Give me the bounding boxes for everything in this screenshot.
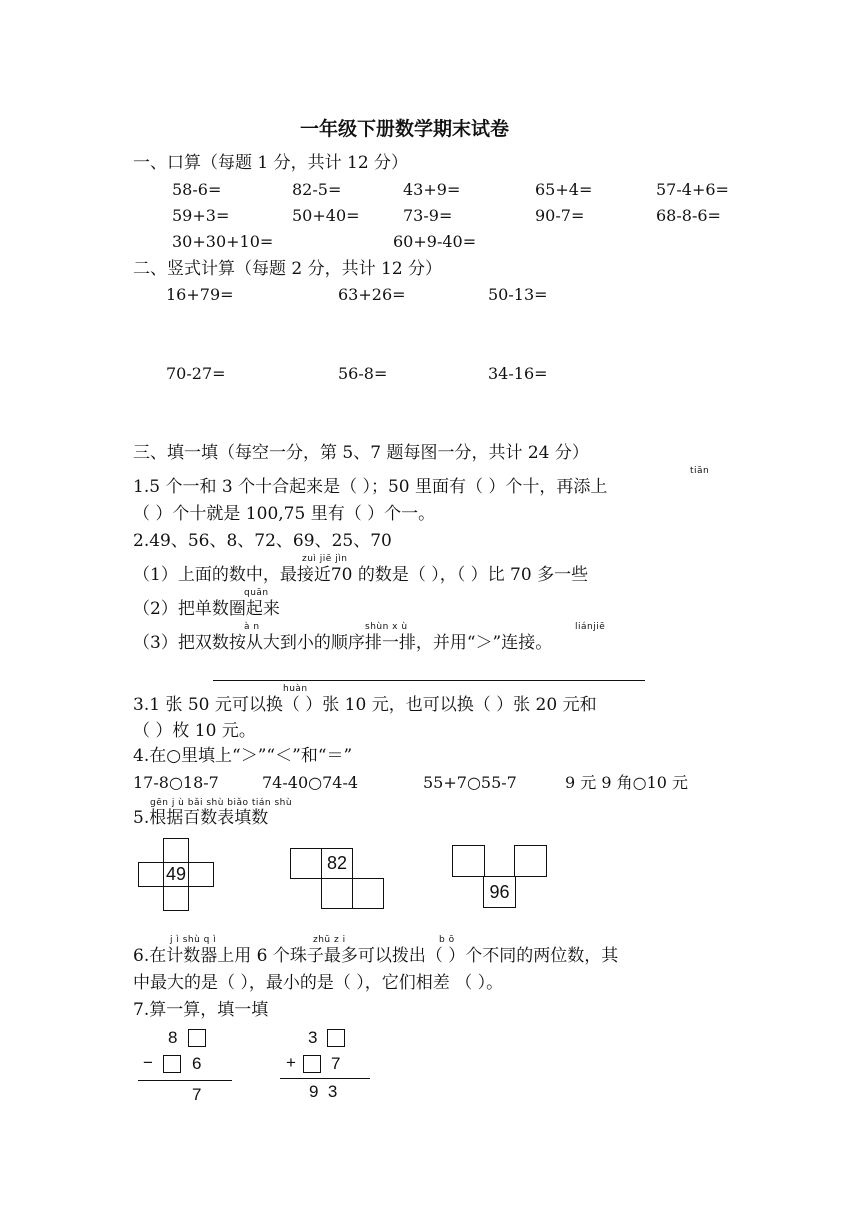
pinyin-annotation: b ō [439,935,455,945]
empty-cell[interactable] [321,878,353,909]
empty-cell[interactable] [514,845,547,877]
question-3-line-2: （ ）枚 10 元。 [133,721,256,741]
oral-calc-item: 73-9= [403,206,453,225]
oral-calc-item: 58-6= [172,180,222,199]
oral-calc-item: 50+40= [292,206,360,225]
section-2-heading: 二、竖式计算（每题 2 分，共计 12 分） [133,259,443,279]
empty-cell[interactable] [138,862,164,887]
question-1-line-2: （ ）个十就是 100,75 里有（ ）个一。 [133,504,436,524]
given-number-cell: 96 [483,876,516,908]
question-2-sub-1: （1）上面的数中，最接近70 的数是（ ），（ ）比 70 多一些 [133,565,589,585]
given-number-cell: 82 [321,848,353,879]
oral-calc-item: 68-8-6= [656,206,721,225]
minus-sign: − [143,1053,153,1072]
result-digits: 9 3 [309,1082,338,1101]
vertical-calc-item: 34-16= [488,364,548,383]
compare-item: 17-8○18-7 [133,773,219,792]
pinyin-annotation: gēn j ù bǎi shù biǎo tián shù [150,798,293,808]
oral-calc-item: 65+4= [535,180,593,199]
pinyin-annotation: liánjiē [575,622,606,632]
sum-line [280,1078,370,1079]
question-4-line: 4.在○里填上“＞”“＜”和“＝” [133,746,353,766]
oral-calc-item: 30+30+10= [172,232,274,251]
oral-calc-item: 90-7= [535,206,585,225]
digit: 7 [331,1054,341,1073]
question-3-line-1: 3.1 张 50 元可以换（ ）张 10 元，也可以换（ ）张 20 元和 [133,695,597,715]
pinyin-annotation: huàn [283,684,308,694]
question-6-line-2: 中最大的是（ ），最小的是（ ），它们相差 （ ）。 [133,973,504,993]
empty-cell[interactable] [163,886,189,911]
digit-answer-box[interactable] [163,1055,181,1073]
oral-calc-item: 43+9= [403,180,461,199]
empty-cell[interactable] [188,862,214,887]
empty-cell[interactable] [352,878,384,909]
digit-answer-box[interactable] [303,1055,321,1073]
section-3-heading: 三、填一填（每空一分，第 5、7 题每图一分，共计 24 分） [133,443,589,463]
digit: 8 [168,1028,178,1047]
question-2-sub-2: （2）把单数圈起来 [133,599,280,619]
empty-cell[interactable] [290,848,322,879]
digit: 3 [308,1028,318,1047]
pinyin-annotation: shùn x ù [365,622,408,632]
section-1-heading: 一、口算（每题 1 分，共计 12 分） [133,153,409,173]
question-2-line: 2.49、56、8、72、69、25、70 [133,531,392,551]
oral-calc-item: 57-4+6= [656,180,729,199]
pinyin-annotation: quān [244,588,269,598]
question-2-sub-3: （3）把双数按从大到小的顺序排一排，并用“＞”连接。 [133,633,553,653]
plus-sign: + [286,1053,296,1072]
question-6-line-1: 6.在计数器上用 6 个珠子最多可以拨出（ ）个不同的两位数，其 [133,946,619,966]
answer-line [213,680,645,681]
pinyin-annotation: j ì shù q ì [170,935,217,945]
vertical-calc-item: 16+79= [166,285,234,304]
compare-item: 55+7○55-7 [423,773,517,792]
pinyin-annotation: zuì jiē jìn [302,554,348,564]
page-title: 一年级下册数学期末试卷 [300,118,510,140]
oral-calc-item: 59+3= [172,206,230,225]
digit: 6 [192,1054,202,1073]
digit-answer-box[interactable] [327,1029,345,1047]
compare-item: 9 元 9 角○10 元 [565,773,689,792]
given-number-cell: 49 [163,862,189,887]
digit-answer-box[interactable] [188,1029,206,1047]
result-digit: 7 [192,1085,202,1104]
empty-cell[interactable] [163,838,189,863]
oral-calc-item: 60+9-40= [393,232,477,251]
oral-calc-item: 82-5= [292,180,342,199]
pinyin-annotation: zhū z i [313,935,346,945]
vertical-calc-item: 56-8= [338,364,388,383]
vertical-calc-item: 63+26= [338,285,406,304]
vertical-calc-item: 50-13= [488,285,548,304]
vertical-calc-item: 70-27= [166,364,226,383]
pinyin-annotation: à n [244,622,260,632]
pinyin-annotation: tiān [690,466,710,476]
question-5-line: 5.根据百数表填数 [133,808,269,828]
compare-item: 74-40○74-4 [262,773,359,792]
question-1-line-1: 1.5 个一和 3 个十合起来是（ ）；50 里面有（ ）个十，再添上 [133,477,608,497]
question-7-line: 7.算一算，填一填 [133,1000,269,1020]
sum-line [138,1080,232,1081]
empty-cell[interactable] [452,845,485,877]
